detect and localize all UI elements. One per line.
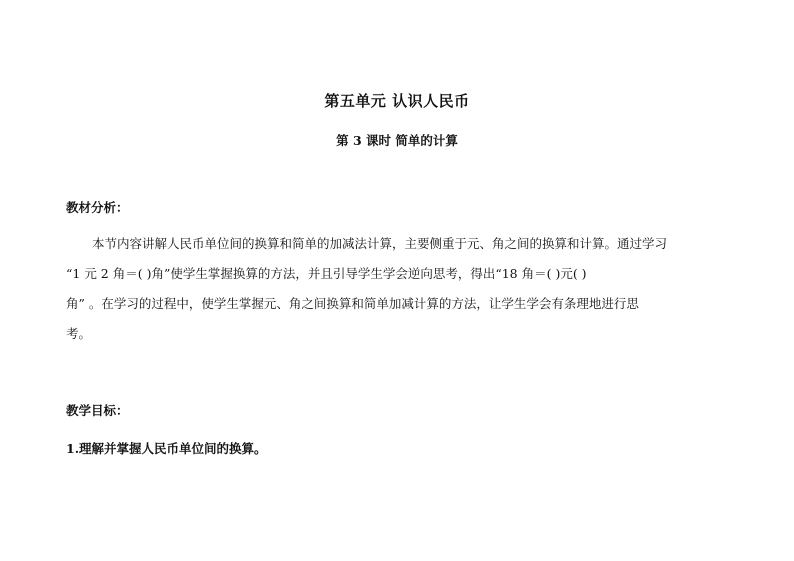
goal-item: 1.理解并掌握人民币单位间的换算。: [66, 441, 267, 456]
unit-title: 第五单元 认识人民币: [324, 92, 470, 110]
analysis-line: 考。: [66, 326, 92, 341]
analysis-line: 角” 。在学习的过程中，使学生掌握元、角之间换算和简单加减计算的方法，让学生学会有条理地进行思: [66, 296, 639, 311]
analysis-heading: 教材分析：: [66, 200, 129, 215]
goals-heading: 教学目标：: [66, 403, 129, 418]
lesson-subtitle: 第 3 课时 简单的计算: [336, 133, 458, 148]
analysis-line: 本节内容讲解人民币单位间的换算和简单的加减法计算，主要侧重于元、角之间的换算和计算。通过学习: [92, 236, 668, 251]
analysis-line: “1 元 2 角＝( )角”使学生掌握换算的方法，并且引导学生学会逆向思考，得出“18 角＝( )元( ): [66, 266, 587, 281]
analysis-paragraph: [66, 229, 706, 349]
